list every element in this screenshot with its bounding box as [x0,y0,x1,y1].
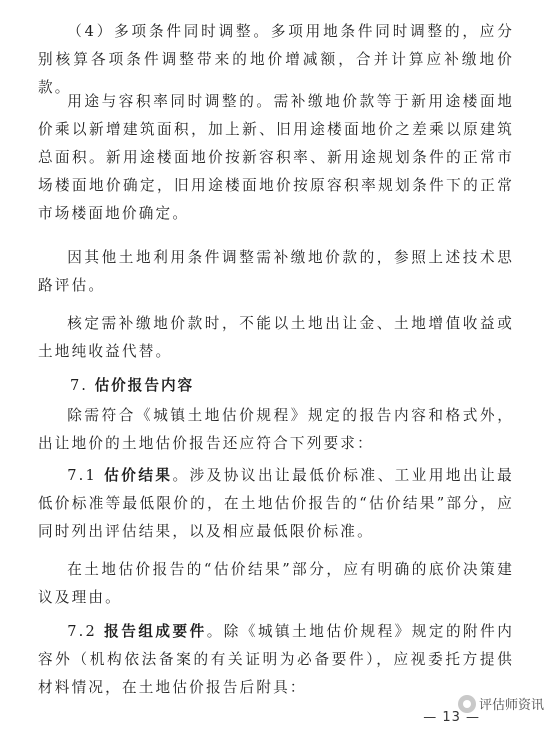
subsection-title: 报告组成要件 [104,623,207,640]
paragraph-text: 因其他土地利用条件调整需补缴地价款的，参照上述技术思路评估。 [38,249,514,294]
paragraph-text: 在土地估价报告的“估价结果”部分，应有明确的底价决策建议及理由。 [38,561,514,606]
subsection-number: 7.1 [67,467,105,484]
paragraph-report-requirements [38,402,514,458]
section-heading-7 [70,372,194,400]
page-footer [0,693,550,729]
paragraph-text: 除需符合《城镇土地估价规程》规定的报告内容和格式外，出让地价的土地估价报告还应符合下列要求： [38,407,514,452]
paragraph-use-and-far [38,88,514,228]
paragraph-text: 核定需补缴地价款时，不能以土地出让金、土地增值收益或土地纯收益代替。 [38,315,514,360]
paragraph-text: （4）多项条件同时调整。多项用地条件同时调整的，应分别核算各项条件调整带来的地价增减额，合并计算应补缴地价款。 [38,23,514,96]
paragraph-text: 。除《城镇土地估价规程》规定的附件内容外（机构依法备案的有关证明为必备要件），应视委托方提供材料情况，在土地估价报告后附具： [38,623,515,696]
subsection-title: 估价结果 [104,467,173,484]
page-number: — 13 — [423,710,480,725]
paragraph-text: 用途与容积率同时调整的。需补缴地价款等于新用途楼面地价乘以新增建筑面积，加上新、旧用途楼面地价之差乘以原建筑总面积。新用途楼面地价按新容积率、新用途规划条件的正常市场楼面地价确定，旧用途楼面地价按原容积率规划条件下的正常市场楼面地价确定。 [38,93,514,222]
paragraph-other-conditions [38,244,514,300]
section-title: 估价报告内容 [94,377,195,394]
watermark-text: 评估师资讯 [478,698,544,713]
paragraph-floor-price-advice [38,556,514,612]
section-number: 7. [70,377,95,394]
paragraph-no-substitution [38,310,514,366]
paragraph-7-1-valuation-result [38,462,514,546]
subsection-number: 7.2 [67,623,105,640]
paragraph-7-2-report-components [38,618,514,702]
paragraph-text: 。涉及协议出让最低价标准、工业用地出让最低价标准等最低限价的，在土地估价报告的“估价结果”部分，应同时列出评估结果，以及相应最低限价标准。 [38,467,514,540]
